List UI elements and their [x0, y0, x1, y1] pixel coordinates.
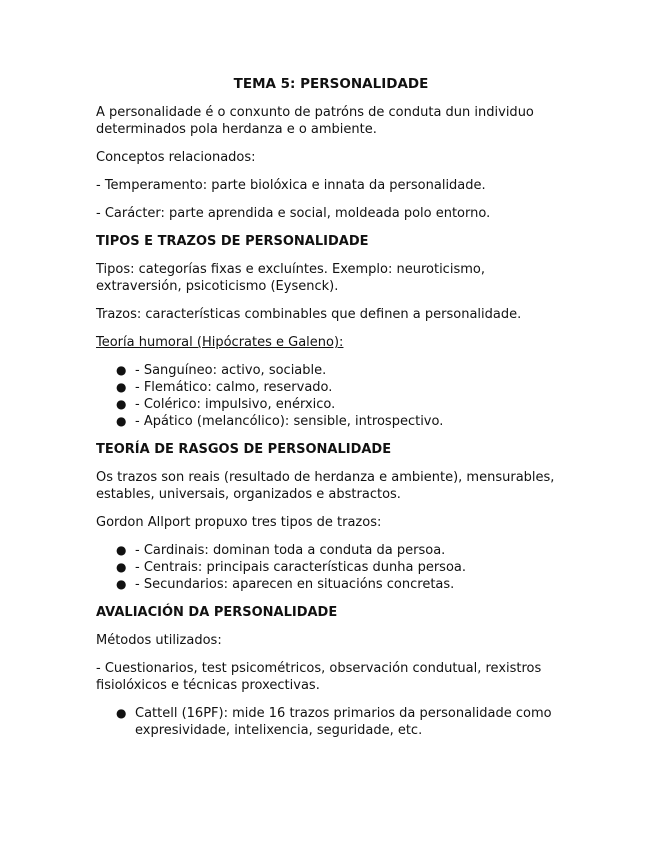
- methods-paragraph: - Cuestionarios, test psicométricos, observación condutual, rexistros fisiolóxicos e técnicas proxectivas.: [96, 661, 542, 693]
- list-item: [96, 362, 566, 379]
- list-item: [96, 396, 566, 413]
- caracter-paragraph: - Carácter: parte aprendida e social, moldeada polo entorno.: [96, 206, 491, 221]
- humoral-title: Teoría humoral (Hipócrates e Galeno):: [96, 335, 344, 350]
- section-heading-tipos: TIPOS E TRAZOS DE PERSONALIDADE: [96, 234, 369, 249]
- bullet-icon: ●: [116, 706, 127, 720]
- traits-list: [96, 542, 566, 593]
- list-item-text: - Colérico: impulsivo, enérxico.: [135, 397, 336, 412]
- list-item-text: - Cardinais: dominan toda a conduta da persoa.: [135, 543, 446, 558]
- list-item-text: - Flemático: calmo, reservado.: [135, 380, 333, 395]
- cattell-list: [96, 705, 566, 739]
- methods-label: Métodos utilizados:: [96, 633, 222, 648]
- bullet-icon: ●: [116, 414, 127, 428]
- list-item: [96, 413, 566, 430]
- bullet-icon: ●: [116, 543, 127, 557]
- bullet-icon: ●: [116, 363, 127, 377]
- document-page: [96, 76, 566, 750]
- bullet-icon: ●: [116, 397, 127, 411]
- list-item-text: - Centrais: principais características dunha persoa.: [135, 560, 466, 575]
- list-item: [96, 379, 566, 396]
- rasgos-paragraph: Os trazos son reais (resultado de herdanza e ambiente), mensurables, estables, universais, organizados e abstractos.: [96, 470, 555, 502]
- list-item-text: - Apático (melancólico): sensible, introspectivo.: [135, 414, 444, 429]
- bullet-icon: ●: [116, 560, 127, 574]
- list-item: [96, 559, 566, 576]
- temperamento-paragraph: - Temperamento: parte biolóxica e innata da personalidade.: [96, 178, 486, 193]
- page-title: TEMA 5: PERSONALIDADE: [233, 76, 429, 92]
- bullet-icon: ●: [116, 380, 127, 394]
- concepts-label: Conceptos relacionados:: [96, 150, 256, 165]
- section-heading-rasgos: TEORÍA DE RASGOS DE PERSONALIDADE: [96, 442, 392, 457]
- list-item-text: Cattell (16PF): mide 16 trazos primarios da personalidade como expresividade, intelixencia, seguridade, etc.: [135, 706, 552, 738]
- list-item: [96, 705, 566, 739]
- list-item: [96, 576, 566, 593]
- list-item: [96, 542, 566, 559]
- humors-list: [96, 362, 566, 430]
- list-item-text: - Sanguíneo: activo, sociable.: [135, 363, 327, 378]
- tipos-paragraph: Tipos: categorías fixas e excluíntes. Exemplo: neuroticismo, extraversión, psicoticismo (Eysenck).: [96, 262, 485, 294]
- trazos-paragraph: Trazos: características combinables que definen a personalidade.: [96, 307, 522, 322]
- list-item-text: - Secundarios: aparecen en situacións concretas.: [135, 577, 455, 592]
- bullet-icon: ●: [116, 577, 127, 591]
- allport-paragraph: Gordon Allport propuxo tres tipos de trazos:: [96, 515, 382, 530]
- intro-paragraph: A personalidade é o conxunto de patróns de conduta dun individuo determinados pola herdanza e o ambiente.: [96, 105, 534, 137]
- section-heading-avaliacion: AVALIACIÓN DA PERSONALIDADE: [96, 605, 338, 620]
